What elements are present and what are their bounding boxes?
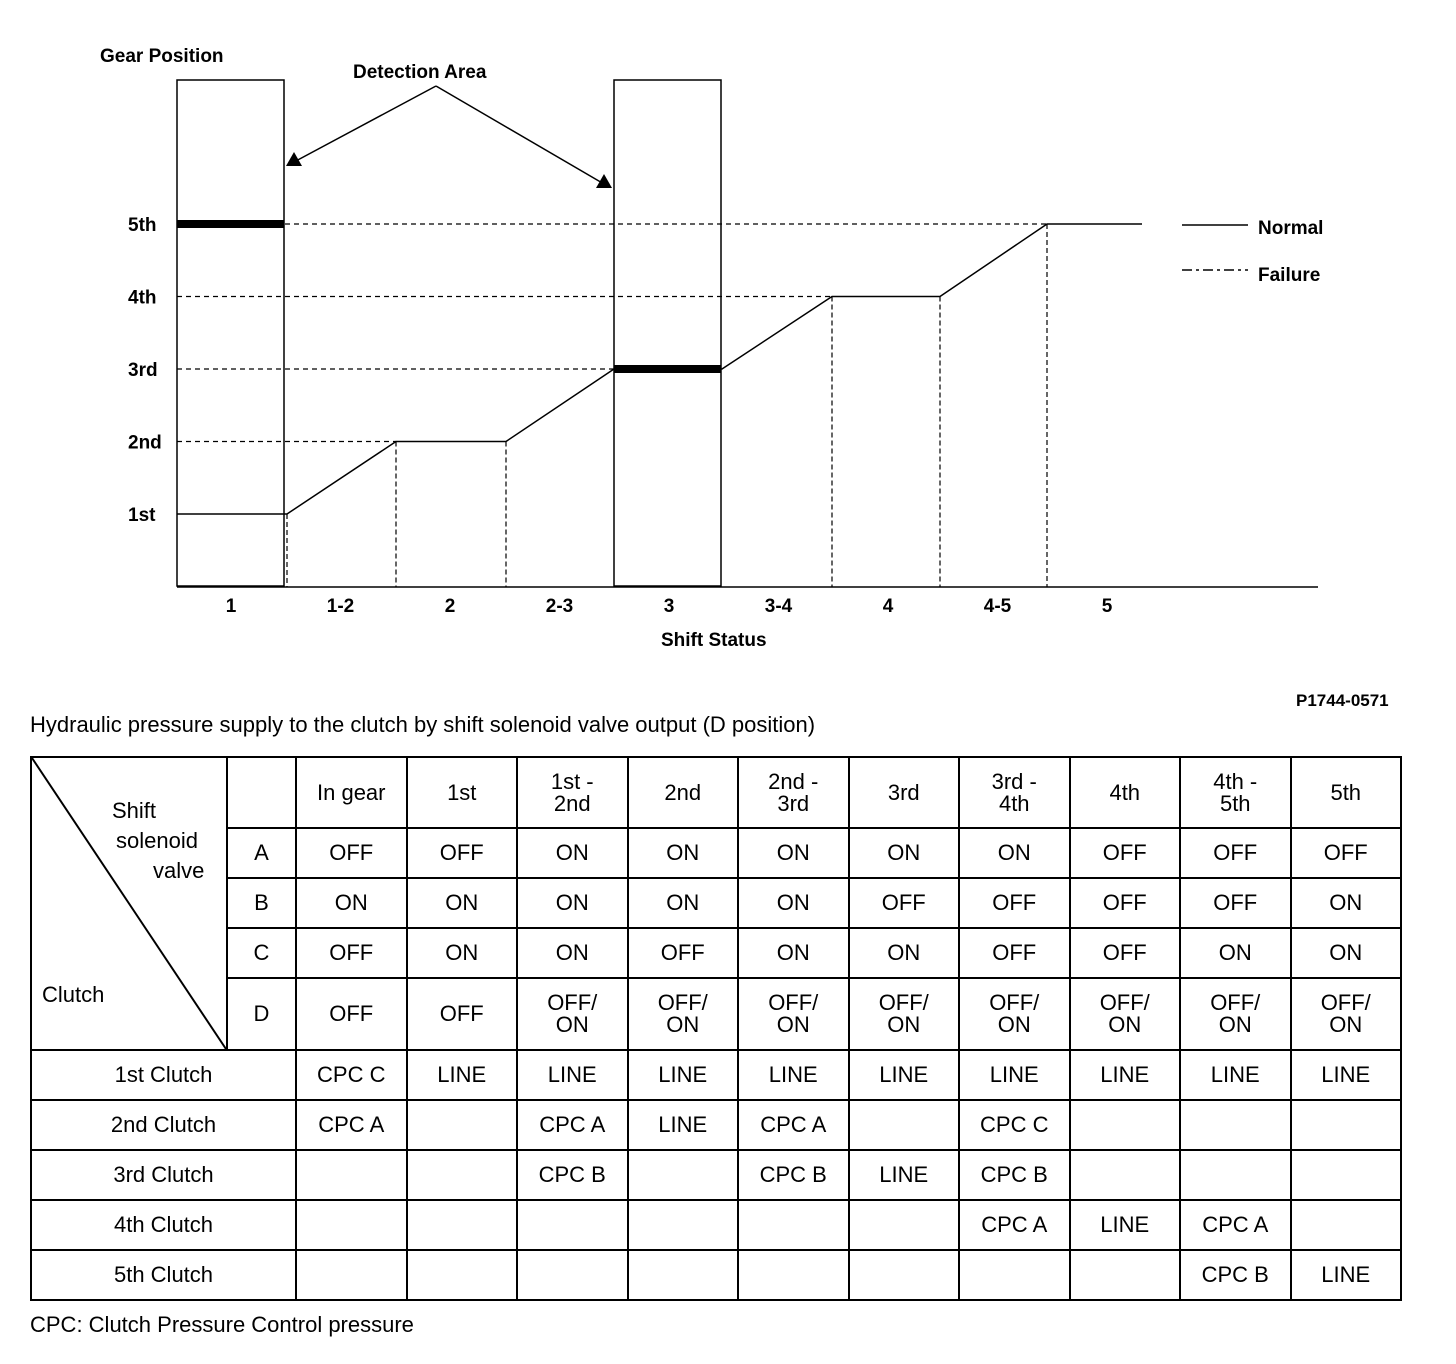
shift-state-label: 4 [882, 596, 894, 617]
solenoid-value: OFF/ ON [1070, 978, 1181, 1050]
solenoid-value: ON [849, 928, 960, 978]
clutch-pressure: LINE [407, 1050, 518, 1100]
clutch-pressure [849, 1200, 960, 1250]
solenoid-value: ON [628, 878, 739, 928]
solenoid-value: ON [738, 878, 849, 928]
legend [1182, 218, 1323, 286]
solenoid-name: A [227, 828, 296, 878]
clutch-pressure: CPC C [296, 1050, 407, 1100]
clutch-pressure [1291, 1100, 1402, 1150]
table-header-row [31, 757, 1401, 828]
clutch-pressure [407, 1100, 518, 1150]
solenoid-value: ON [517, 928, 628, 978]
column-header: 5th [1291, 757, 1402, 828]
clutch-pressure [1291, 1200, 1402, 1250]
legend-failure-label: Failure [1258, 265, 1321, 286]
solenoid-name: D [227, 978, 296, 1050]
solenoid-value: OFF [296, 978, 407, 1050]
solenoid-value: OFF/ ON [959, 978, 1070, 1050]
solenoid-value: OFF/ ON [738, 978, 849, 1050]
shift-state-label: 3-4 [764, 596, 793, 617]
clutch-row [31, 1050, 1401, 1100]
clutch-row [31, 1200, 1401, 1250]
clutch-pressure-table [30, 756, 1402, 1301]
solenoid-value: ON [1291, 928, 1402, 978]
clutch-pressure: CPC B [1180, 1250, 1291, 1300]
gear-tick-label: 1st [128, 505, 156, 526]
clutch-pressure [849, 1100, 960, 1150]
solenoid-value: OFF/ ON [849, 978, 960, 1050]
detection-area-box-1 [177, 80, 284, 586]
shift-state-label: 2 [444, 596, 456, 617]
column-header: 4th - 5th [1180, 757, 1291, 828]
clutch-pressure [738, 1250, 849, 1300]
clutch-name: 4th Clutch [31, 1200, 296, 1250]
clutch-pressure: CPC B [738, 1150, 849, 1200]
gear-tick-label: 2nd [128, 432, 162, 454]
x-axis-label: Shift Status [661, 630, 767, 651]
corner-header [31, 757, 227, 1050]
clutch-pressure: LINE [628, 1100, 739, 1150]
column-header: 3rd - 4th [959, 757, 1070, 828]
solenoid-value: ON [407, 878, 518, 928]
clutch-row [31, 1100, 1401, 1150]
clutch-pressure: LINE [849, 1150, 960, 1200]
clutch-pressure: LINE [959, 1050, 1070, 1100]
detection-arrows [294, 86, 604, 184]
clutch-pressure: LINE [517, 1050, 628, 1100]
solenoid-name: C [227, 928, 296, 978]
solenoid-value: OFF [959, 878, 1070, 928]
column-header: 4th [1070, 757, 1181, 828]
clutch-pressure: CPC B [517, 1150, 628, 1200]
solenoid-value: OFF [1180, 828, 1291, 878]
solenoid-row [31, 828, 1401, 878]
corner-clutch-label: Clutch [42, 982, 105, 1007]
clutch-pressure: CPC A [738, 1100, 849, 1150]
solenoid-value: ON [738, 828, 849, 878]
solenoid-value: OFF [1291, 828, 1402, 878]
column-header: In gear [296, 757, 407, 828]
solenoid-value: OFF [407, 978, 518, 1050]
clutch-pressure [296, 1200, 407, 1250]
gear-tick-label: 3rd [128, 360, 158, 381]
clutch-pressure [1070, 1250, 1181, 1300]
solenoid-value: OFF [407, 828, 518, 878]
solenoid-value: ON [849, 828, 960, 878]
clutch-pressure: LINE [1180, 1050, 1291, 1100]
solenoid-value: OFF/ ON [628, 978, 739, 1050]
clutch-name: 3rd Clutch [31, 1150, 296, 1200]
clutch-name: 2nd Clutch [31, 1100, 296, 1150]
corner-solenoid-label: solenoid [116, 828, 198, 853]
clutch-pressure [517, 1200, 628, 1250]
solenoid-row [31, 978, 1401, 1050]
clutch-row [31, 1150, 1401, 1200]
solenoid-value: OFF/ ON [1291, 978, 1402, 1050]
clutch-pressure: LINE [1291, 1250, 1402, 1300]
solenoid-name: B [227, 878, 296, 928]
clutch-pressure: CPC A [1180, 1200, 1291, 1250]
clutch-pressure: CPC C [959, 1100, 1070, 1150]
legend-normal-label: Normal [1258, 218, 1324, 239]
clutch-row [31, 1250, 1401, 1300]
clutch-pressure [628, 1250, 739, 1300]
clutch-pressure [407, 1200, 518, 1250]
clutch-pressure: LINE [1291, 1050, 1402, 1100]
solenoid-value: ON [517, 878, 628, 928]
shift-state-label: 1 [225, 596, 237, 617]
solenoid-value: OFF [1070, 828, 1181, 878]
header-blank [227, 757, 296, 828]
solenoid-row [31, 928, 1401, 978]
y-axis-label: Gear Position [100, 46, 224, 67]
clutch-pressure [407, 1150, 518, 1200]
clutch-pressure [517, 1250, 628, 1300]
shift-state-label: 3 [663, 596, 675, 617]
gear-tick-label: 5th [128, 215, 157, 236]
clutch-pressure: CPC A [517, 1100, 628, 1150]
solenoid-value: ON [959, 828, 1070, 878]
column-header: 2nd [628, 757, 739, 828]
solenoid-value: ON [1291, 878, 1402, 928]
solenoid-value: OFF/ ON [517, 978, 628, 1050]
shift-state-label: 4-5 [983, 596, 1012, 617]
solenoid-value: OFF [1070, 878, 1181, 928]
corner-shift-label: Shift [112, 798, 157, 823]
clutch-pressure [296, 1150, 407, 1200]
clutch-pressure [1070, 1100, 1181, 1150]
solenoid-value: ON [1180, 928, 1291, 978]
shift-state-label: 1-2 [326, 596, 355, 617]
clutch-pressure: LINE [738, 1050, 849, 1100]
detection-area-box-3 [614, 80, 721, 586]
figure-code: P1744-0571 [1296, 691, 1389, 710]
solenoid-value: OFF [628, 928, 739, 978]
shift-state-label: 5 [1101, 596, 1113, 617]
corner-valve-label: valve [153, 858, 205, 883]
solenoid-value: OFF [1070, 928, 1181, 978]
clutch-name: 1st Clutch [31, 1050, 296, 1100]
shift-state-label: 2-3 [545, 596, 574, 617]
column-header: 2nd - 3rd [738, 757, 849, 828]
clutch-pressure [628, 1150, 739, 1200]
column-header: 3rd [849, 757, 960, 828]
clutch-pressure [738, 1200, 849, 1250]
solenoid-value: ON [407, 928, 518, 978]
clutch-pressure [1180, 1100, 1291, 1150]
clutch-pressure: LINE [1070, 1200, 1181, 1250]
clutch-pressure [1070, 1150, 1181, 1200]
solenoid-value: ON [517, 828, 628, 878]
solenoid-value: OFF [296, 928, 407, 978]
solenoid-value: OFF/ ON [1180, 978, 1291, 1050]
footnote: CPC: Clutch Pressure Control pressure [30, 1312, 414, 1337]
clutch-pressure [407, 1250, 518, 1300]
solenoid-row [31, 878, 1401, 928]
solenoid-value: ON [628, 828, 739, 878]
solenoid-value: OFF [296, 828, 407, 878]
clutch-pressure [296, 1250, 407, 1300]
detection-area-label: Detection Area [353, 62, 487, 83]
clutch-pressure [849, 1250, 960, 1300]
clutch-pressure [1291, 1150, 1402, 1200]
clutch-pressure: LINE [628, 1050, 739, 1100]
clutch-name: 5th Clutch [31, 1250, 296, 1300]
clutch-pressure: CPC A [296, 1100, 407, 1150]
solenoid-value: ON [296, 878, 407, 928]
solenoid-value: OFF [959, 928, 1070, 978]
column-header: 1st [407, 757, 518, 828]
clutch-pressure [959, 1250, 1070, 1300]
clutch-pressure: CPC B [959, 1150, 1070, 1200]
solenoid-value: OFF [849, 878, 960, 928]
table-caption: Hydraulic pressure supply to the clutch by shift solenoid valve output (D position) [30, 712, 816, 737]
clutch-pressure: LINE [849, 1050, 960, 1100]
clutch-pressure [628, 1200, 739, 1250]
clutch-pressure: LINE [1070, 1050, 1181, 1100]
solenoid-value: OFF [1180, 878, 1291, 928]
clutch-pressure: CPC A [959, 1200, 1070, 1250]
clutch-pressure [1180, 1150, 1291, 1200]
column-header: 1st - 2nd [517, 757, 628, 828]
solenoid-value: ON [738, 928, 849, 978]
gear-tick-label: 4th [128, 287, 157, 309]
